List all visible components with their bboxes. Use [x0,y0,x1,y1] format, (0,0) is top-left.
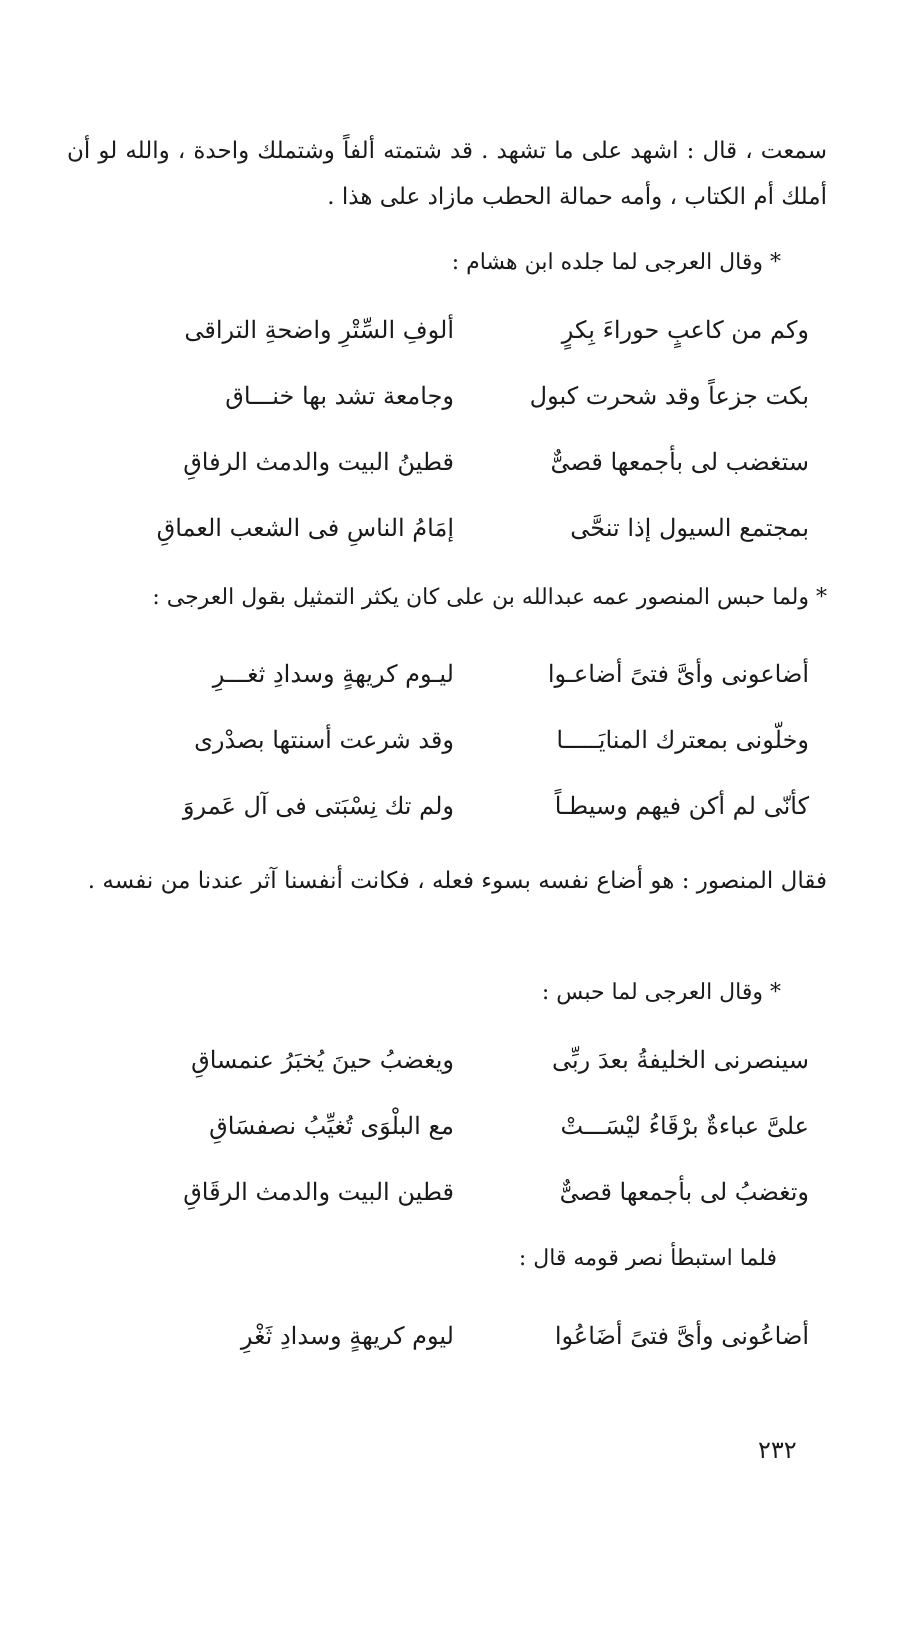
poem-intro-1: * وقال العرجى لما جلده ابن هشام : [451,250,781,275]
page-number: ٢٣٢ [758,1436,797,1464]
verse-first-hemistich: بمجتمع السيول إذا تنحَّى [570,514,809,542]
verse-line [89,382,809,432]
verse-line [89,792,809,842]
poem-intro-3: * وقال العرجى لما حبس : [541,980,781,1005]
verse-first-hemistich: ستغضب لى بأجمعها قصىٌّ [550,448,809,476]
verse-line [89,1112,809,1162]
verse-first-hemistich: كأنّى لم أكن فيهم وسيطـاً [554,792,809,820]
verse-second-hemistich: ليوم كريهةٍ وسدادِ ثَغْرِ [240,1322,454,1350]
verse-first-hemistich: سينصرنى الخليفةُ بعدَ ربِّى [551,1046,809,1074]
verse-second-hemistich: إمَامُ الناسِ فى الشعب العماقِ [156,514,454,542]
poem-intro-2: * ولما حبس المنصور عمه عبدالله بن على كان يكثر التمثيل بقول العرجى : [152,585,827,610]
verse-first-hemistich: وتغضبُ لى بأجمعها قصىٌّ [559,1178,809,1206]
verse-line [89,660,809,710]
verse-line [89,1322,809,1372]
paragraph-mansur-reply: فقال المنصور : هو أضاع نفسه بسوء فعله ، فكانت أنفسنا آثر عندنا من نفسه . [87,868,827,894]
verse-second-hemistich: مع البلْوَى تُغيِّبُ نصفسَاقِ [209,1112,454,1140]
verse-line [89,448,809,498]
verse-second-hemistich: وجامعة تشد بها خنـــاق [225,382,454,410]
verse-line [89,726,809,776]
verse-first-hemistich: أضاعونى وأىَّ فتىً أضاعـوا [547,660,809,688]
verse-line [89,316,809,366]
verse-line [89,1046,809,1096]
verse-second-hemistich: قطين البيت والدمث الرقَاقِ [183,1178,454,1206]
verse-first-hemistich: وخلّونى بمعترك المنايَـــــا [556,726,809,754]
verse-line [89,514,809,564]
paragraph-opening: سمعت ، قال : اشهد على ما تشهد . قد شتمته ألفاً وشتملك واحدة ، والله لو أن أملك أم الكتاب ، وأمه حمالة الحطب مازاد على هذا . [67,138,827,210]
poem-intro-4: فلما استبطأ نصر قومه قال : [518,1246,777,1271]
verse-second-hemistich: ليـوم كريهةٍ وسدادِ ثغـــرِ [212,660,454,688]
verse-second-hemistich: قطينُ البيت والدمث الرفاقِ [183,448,454,476]
verse-second-hemistich: وقد شرعت أسنتها بصدْرى [194,726,454,754]
verse-first-hemistich: بكت جزعاً وقد شحرت كبول [529,382,809,410]
verse-second-hemistich: ألوفِ السِّتْرِ واضحةِ التراقى [184,316,454,344]
verse-second-hemistich: ولم تك نِسْبَتى فى آل عَمروَ [182,792,454,820]
verse-first-hemistich: علىَّ عباءةٌ برْقَاءُ ليْسَـــتْ [560,1112,809,1140]
verse-line [89,1178,809,1228]
verse-second-hemistich: ويغضبُ حينَ يُخبَرُ عنمساقِ [191,1046,454,1074]
verse-first-hemistich: أضاعُونى وأىَّ فتىً أضَاعُوا [554,1322,809,1350]
verse-first-hemistich: وكم من كاعبٍ حوراءَ بِكرٍ [561,316,809,344]
